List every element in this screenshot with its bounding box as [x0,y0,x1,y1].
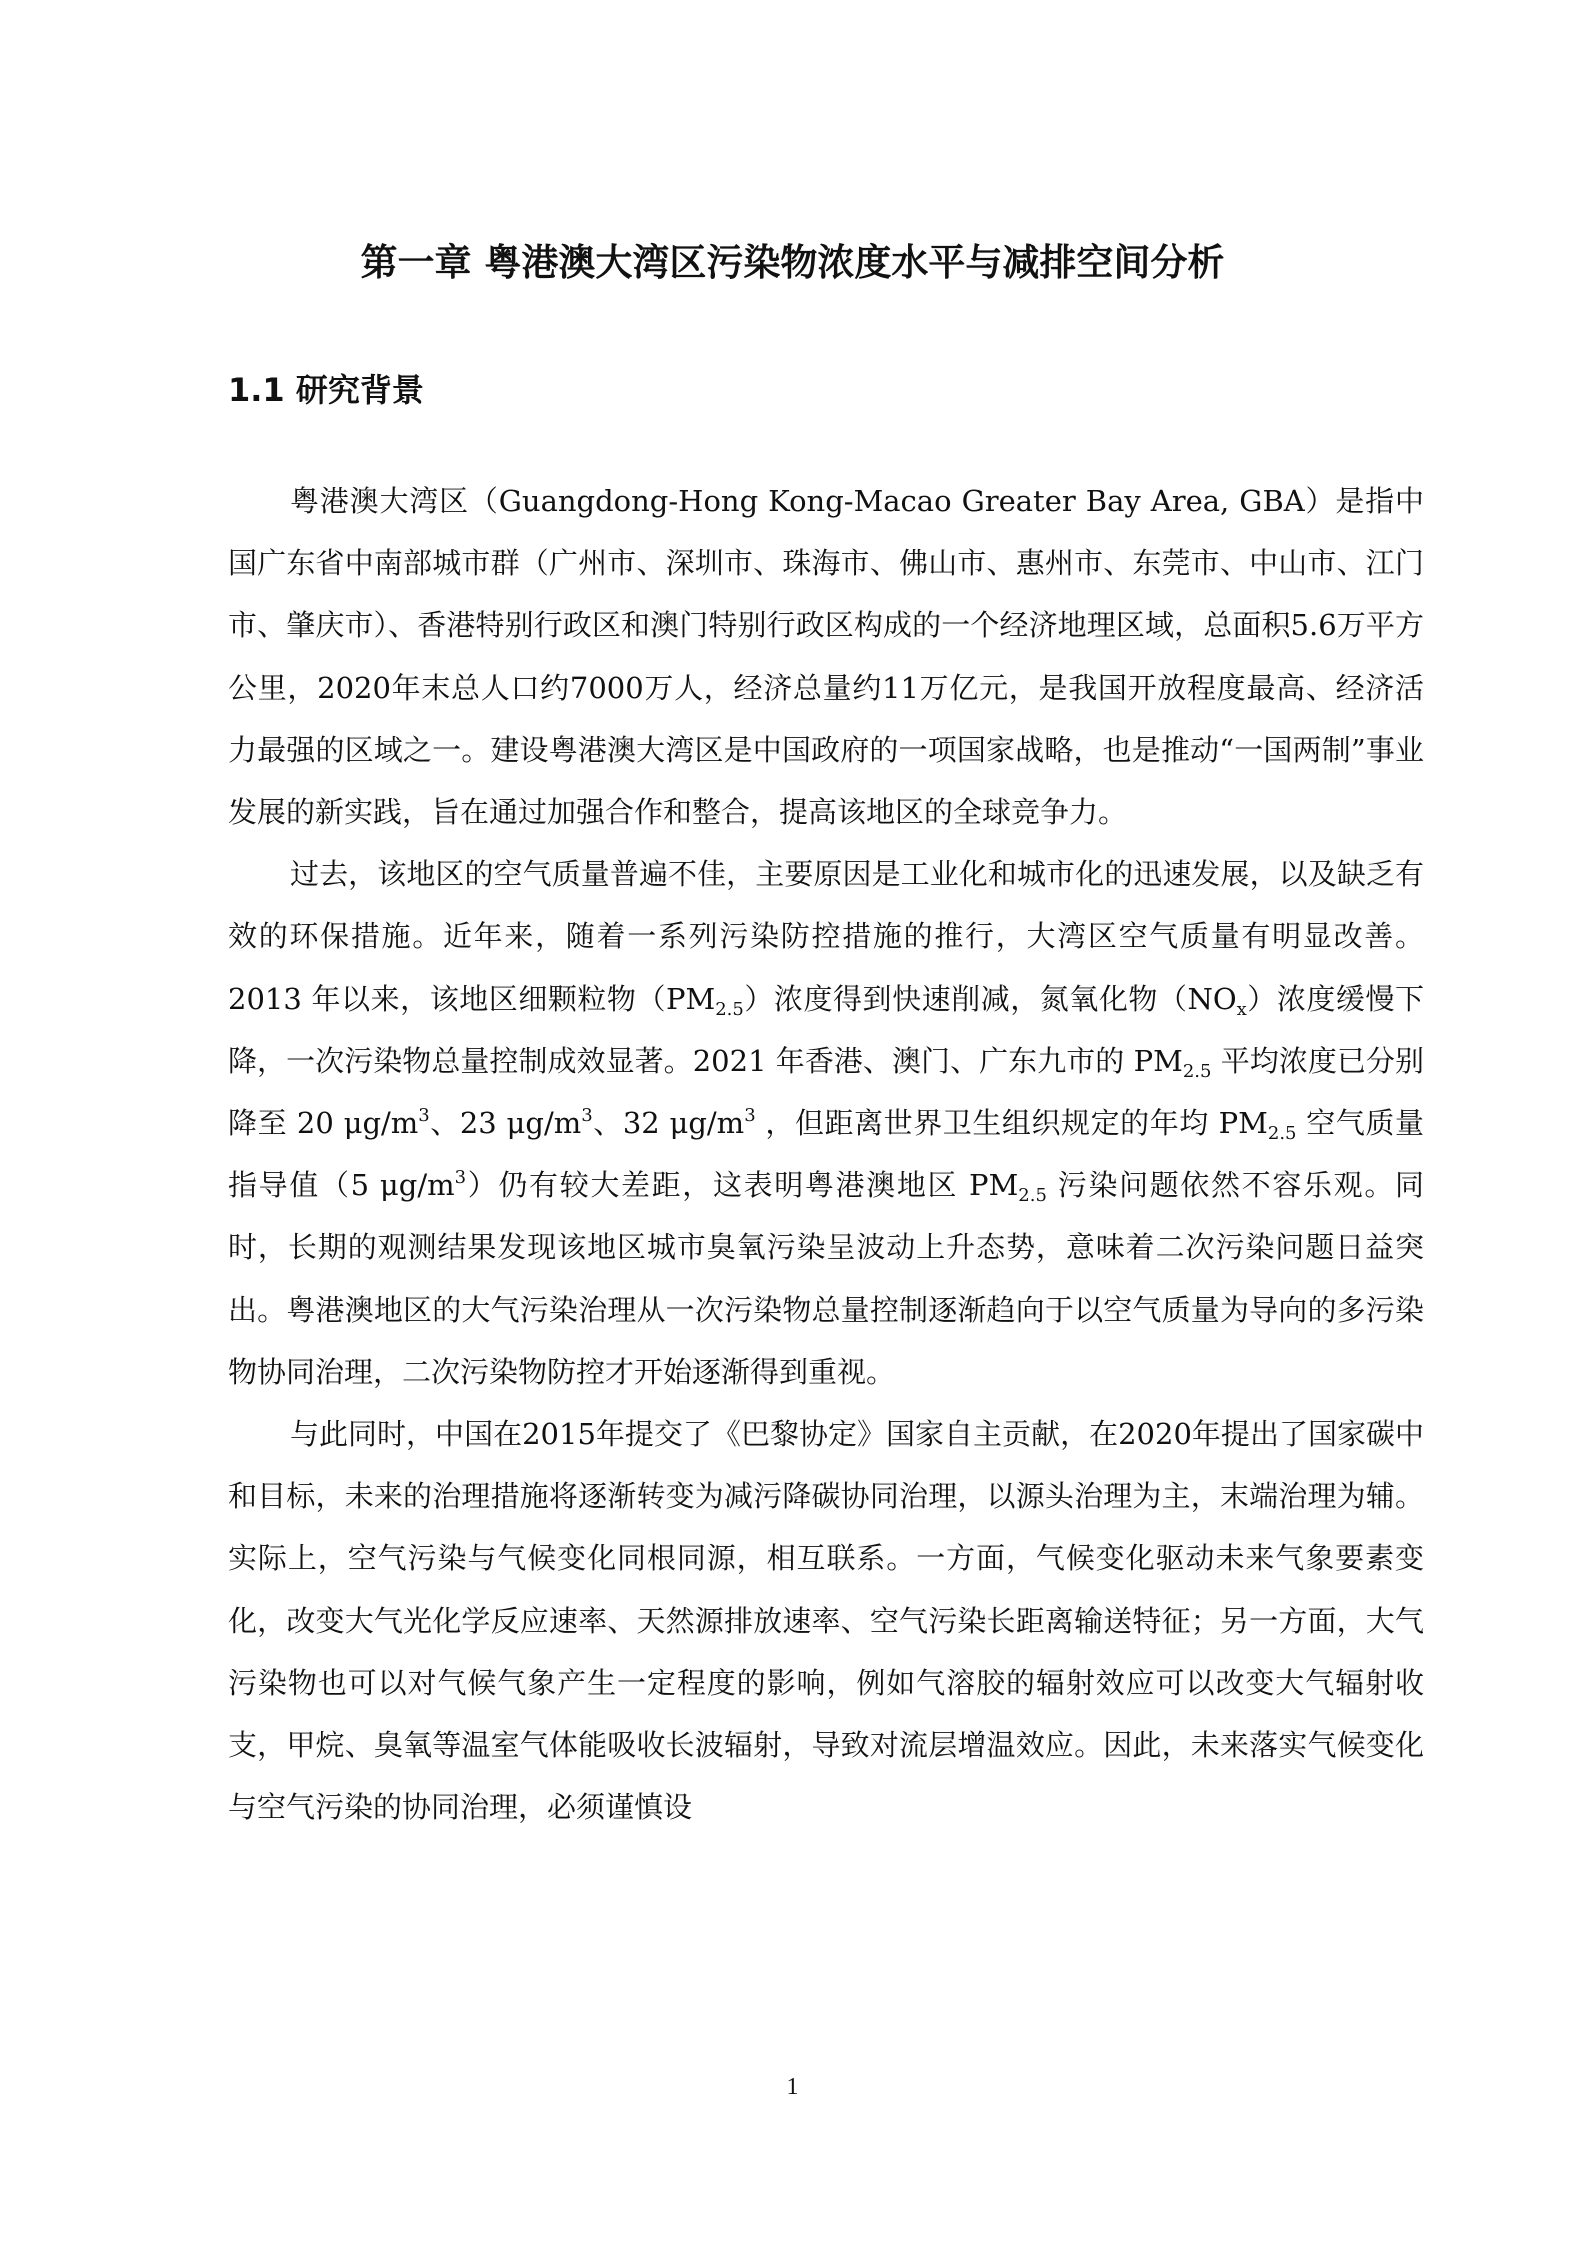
page-number: 1 [786,2074,799,2100]
text-run: 、32 μg/m [592,1106,745,1141]
superscript-cubic: 3 [581,1105,593,1127]
body-text [228,470,1424,1838]
paragraph-intro: 粤港澳大湾区（Guangdong-Hong Kong-Macao Greater Bay Area, GBA）是指中国广东省中南部城市群（广州市、深圳市、珠海市、佛山市、惠州市、东莞市、中山市、江门市、肇庆市）、香港特别行政区和澳门特别行政区构成的一个经济地理区域，总面积5.6万平方公里，2020年末总人口约7000万人，经济总量约11万亿元，是我国开放程度最高、经济活力最强的区域之一。建设粤港澳大湾区是中国政府的一项国家战略，也是推动“一国两制”事业发展的新实践，旨在通过加强合作和整合，提高该地区的全球竞争力。 [228,484,1424,830]
text-run: 空气质量指导值（5 μg/m [228,1106,1424,1203]
paragraph-air-quality [228,843,1424,1403]
subscript-pm25: 2.5 [715,998,744,1020]
text-run: ）浓度得到快速削减，氮氧化物（NO [743,981,1237,1016]
subscript-pm25: 2.5 [1018,1185,1047,1207]
section-title: 1.1 研究背景 [228,371,424,409]
superscript-cubic: 3 [744,1105,756,1127]
text-run: 平均浓度已分别降至 20 μg/m [228,1043,1425,1141]
paragraph-climate: 与此同时，中国在2015年提交了《巴黎协定》国家自主贡献，在2020年提出了国家碳中和目标，未来的治理措施将逐渐转变为减污降碳协同治理，以源头治理为主，末端治理为辅。实际上，空气污染与气候变化同根同源，相互联系。一方面，气候变化驱动未来气象要素变化，改变大气光化学反应速率、天然源排放速率、空气污染长距离输送特征；另一方面，大气污染物也可以对气候气象产生一定程度的影响，例如气溶胶的辐射效应可以改变大气辐射收支，甲烷、臭氧等温室气体能吸收长波辐射，导致对流层增温效应。因此，未来落实气候变化与空气污染的协同治理，必须谨慎设 [228,1417,1424,1825]
subscript-pm25: 2.5 [1182,1060,1212,1082]
text-run: ）浓度缓慢下降，一次污染物总量控制成效显著。2021 年香港、澳门、广东九市的 PM [228,981,1424,1078]
subscript-nox: x [1236,998,1247,1020]
chapter-title: 第一章 粤港澳大湾区污染物浓度水平与减排空间分析 [360,241,1225,284]
text-run: 过去，该地区的空气质量普遍不佳，主要原因是工业化和城市化的迅速发展，以及缺乏有效的环保措施。近年来，随着一系列污染防控措施的推行，大湾区空气质量有明显改善。2013 年以来，该地区细颗粒物（PM [228,857,1424,1016]
subscript-pm25: 2.5 [1267,1123,1297,1145]
text-run: 、23 μg/m [429,1106,582,1141]
superscript-cubic: 3 [454,1167,467,1189]
superscript-cubic: 3 [418,1105,430,1127]
text-run: ）仍有较大差距，这表明粤港澳地区 PM [466,1168,1019,1203]
text-run: 污染问题依然不容乐观。同时，长期的观测结果发现该地区城市臭氧污染呈波动上升态势，意味着二次污染问题日益突出。粤港澳地区的大气污染治理从一次污染物总量控制逐渐趋向于以空气质量为导向的多污染物协同治理，二次污染物防控才开始逐渐得到重视。 [228,1168,1424,1389]
text-run: ，但距离世界卫生组织规定的年均 PM [755,1106,1268,1141]
